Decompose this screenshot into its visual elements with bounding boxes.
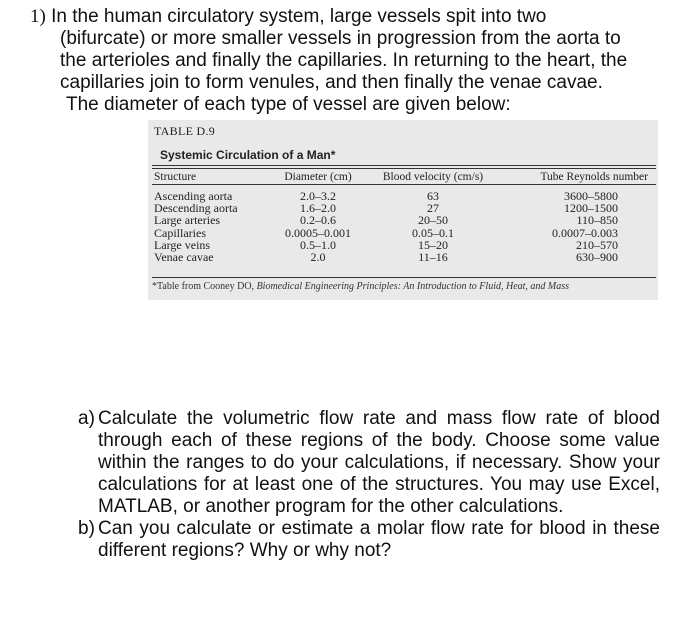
header-velocity: Blood velocity (cm/s): [382, 171, 484, 183]
cell-diameter: 2.0–3.2: [300, 189, 336, 203]
part-a: [78, 408, 660, 518]
table-footnote: [152, 281, 569, 292]
table-top-rule-2: [152, 168, 656, 169]
problem-number: 1): [30, 6, 46, 27]
table-title: Systemic Circulation of a Man*: [160, 148, 336, 162]
column-diameter: [273, 190, 363, 263]
intro-line-5: The diameter of each type of vessel are given below:: [66, 94, 511, 115]
cell-reynolds: 0.0007–0.003: [552, 225, 618, 240]
header-reynolds: Tube Reynolds number: [540, 171, 648, 183]
cell-structure: Venae cavae: [154, 249, 214, 264]
cell-structure: Large veins: [154, 237, 211, 252]
intro-line-2: (bifurcate) or more smaller vessels in progression from the aorta to: [60, 28, 621, 49]
cell-reynolds: 210–570: [576, 237, 618, 252]
cell-velocity: 11–16: [418, 249, 448, 264]
question-parts: [78, 408, 660, 562]
cell-velocity: 15–20: [418, 237, 448, 252]
cell-structure: Descending aorta: [154, 201, 238, 216]
footnote-book-title: Biomedical Engineering Principles: An Introduction to Fluid, Heat, and Mass: [256, 281, 570, 292]
cell-diameter: 2.0: [310, 249, 326, 264]
cell-reynolds: 3600–5800: [564, 189, 618, 203]
table-header-rule: [152, 184, 656, 185]
cell-reynolds: 1200–1500: [564, 201, 618, 216]
intro-line-3: the arterioles and finally the capillaries. In returning to the heart, the: [60, 50, 628, 71]
cell-velocity: 27: [427, 201, 439, 216]
table-top-rule: [152, 165, 656, 166]
cell-velocity: 0.05–0.1: [412, 225, 454, 240]
intro-line-4: capillaries join to form venules, and then finally the venae cavae.: [60, 72, 603, 93]
part-b-text: Can you calculate or estimate a molar flow rate for blood in these different regions? Why or why not?: [98, 518, 660, 561]
cell-velocity: 63: [427, 189, 439, 203]
column-reynolds: [508, 190, 648, 263]
part-a-text: Calculate the volumetric flow rate and mass flow rate of blood through each of these regions of the body. Choose some value within the ranges to do your calculations, if necessary. Show your calculations for at least one of the structures. You may use Excel, MATLAB, or another program for the other calculations.: [98, 408, 660, 517]
table-label: TABLE D.9: [154, 124, 216, 138]
part-b-marker: b): [78, 518, 95, 539]
table-bottom-rule: [152, 277, 656, 278]
cell-diameter: 0.2–0.6: [300, 213, 336, 228]
intro-line-1: In the human circulatory system, large vessels spit into two: [51, 6, 547, 27]
column-velocity: [378, 190, 488, 263]
cell-reynolds: 630–900: [576, 249, 618, 264]
cell-diameter: 1.6–2.0: [300, 201, 336, 216]
part-a-marker: a): [78, 408, 95, 429]
footnote-prefix: *Table from Cooney DO,: [152, 281, 257, 292]
table-figure: [148, 120, 658, 300]
cell-structure: Large arteries: [154, 213, 221, 228]
column-structure: [154, 190, 238, 263]
part-b: [78, 518, 660, 562]
cell-diameter: 0.0005–0.001: [285, 225, 351, 240]
problem-statement: [30, 6, 670, 116]
cell-structure: Capillaries: [154, 225, 206, 240]
cell-diameter: 0.5–1.0: [300, 237, 336, 252]
cell-reynolds: 110–850: [576, 213, 618, 228]
cell-structure: Ascending aorta: [154, 189, 233, 203]
header-diameter: Diameter (cm): [284, 171, 352, 183]
header-structure: Structure: [154, 171, 197, 183]
cell-velocity: 20–50: [418, 213, 448, 228]
